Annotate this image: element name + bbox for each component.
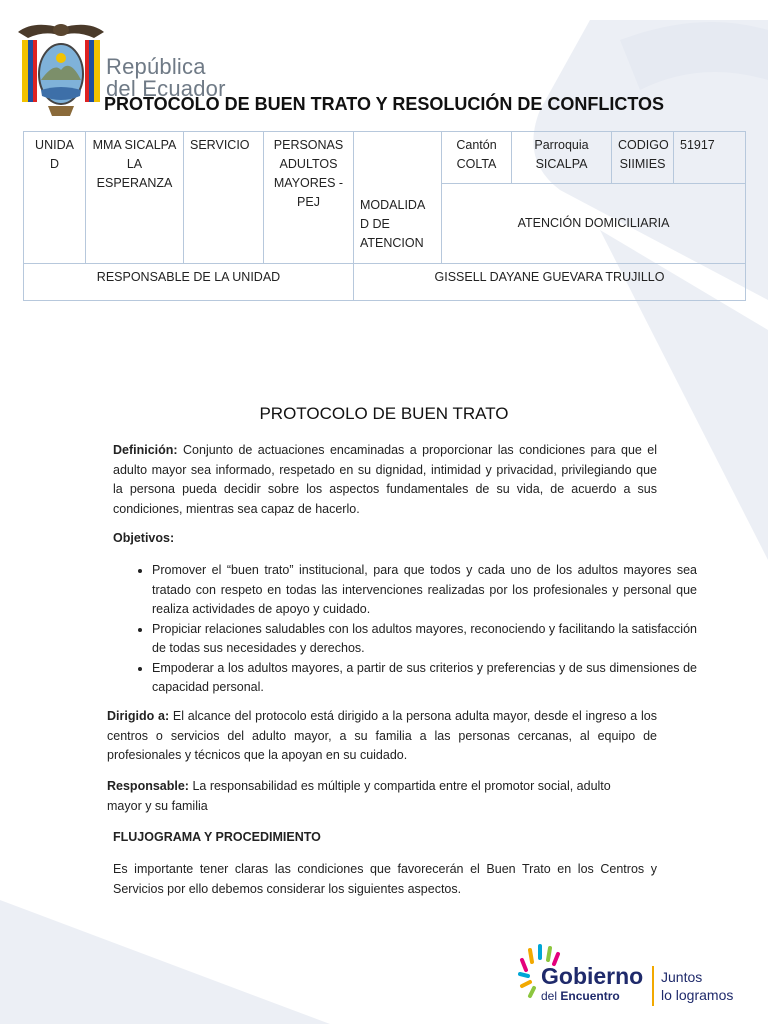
parroquia-value: Parroquia SICALPA <box>534 138 589 171</box>
juntos-line1: Juntos <box>661 969 703 985</box>
objetivos-list <box>112 561 697 698</box>
dirigido-paragraph <box>107 707 657 766</box>
responsable-value-cell <box>354 264 746 301</box>
flujograma-paragraph <box>113 860 657 899</box>
list-item: • Promover el “buen trato” institucional, para que todos y cada uno de los adultos mayores sea tratado con respeto en todas las intervenciones realizadas por los profesionales y personal que realiza actividades de apoyo y cuidado. <box>152 561 697 620</box>
encuentro-word: Encuentro <box>560 989 620 1003</box>
modalidad-value: ATENCIÓN DOMICILIARIA <box>517 216 670 230</box>
codigo-label: CODIGO SIIMIES <box>618 138 669 171</box>
codigo-label-cell <box>612 132 674 184</box>
parroquia-cell <box>512 132 612 184</box>
flujograma-heading <box>113 828 657 848</box>
responsable-label: RESPONSABLE DE LA UNIDAD <box>96 270 281 284</box>
definicion-paragraph <box>113 441 657 519</box>
servicio-label: SERVICIO <box>190 138 250 152</box>
servicio-value: PERSONAS ADULTOS MAYORES - PEJ <box>273 138 344 209</box>
responsable-paragraph <box>107 777 647 816</box>
codigo-value-cell <box>674 132 746 184</box>
objetivos-label: Objetivos: <box>113 531 175 545</box>
responsable-label-cell <box>24 264 354 301</box>
flujograma-text: Es importante tener claras las condiciones que favorecerán el Buen Trato en los Centros y Servicios por ello debemos considerar los siguientes aspectos. <box>113 862 657 896</box>
definicion-text: Conjunto de actuaciones encaminadas a proporcionar las condiciones para que el adulto mayor sea informado, respetado en su dignidad, intimidad y privacidad, privilegiando que la persona pueda decidir sobre los aspectos fundamentales de su vida, de acuerdo a sus condiciones, mientras sea capaz de hacerlo. <box>113 443 657 516</box>
encuentro-text <box>541 989 620 1003</box>
list-item: • Empoderar a los adultos mayores, a partir de sus criterios y preferencias y de sus dimensiones de capacidad personal. <box>152 659 697 698</box>
footer-divider <box>652 966 654 1006</box>
responsable-body-label: Responsable: <box>107 779 189 793</box>
unidad-value-cell <box>86 132 184 264</box>
dirigido-text: El alcance del protocolo está dirigido a la persona adulta mayor, desde el ingreso a los centros o servicios del adulto mayor, a su familia a las personas cercanas, al equipo de profesionales y técnicos que la apoyan en su cuidado. <box>107 709 658 762</box>
servicio-label-cell <box>184 132 264 264</box>
responsable-body-text: La responsabilidad es múltiple y compartida entre el promotor social, adulto mayor y su familia <box>107 779 611 813</box>
country-line2: del Ecuador <box>106 76 226 101</box>
modalidad-label: MODALIDA D DE ATENCION <box>360 198 425 250</box>
canton-cell <box>442 132 512 184</box>
flujograma-title: FLUJOGRAMA Y PROCEDIMIENTO <box>113 830 321 844</box>
unidad-label-cell <box>24 132 86 264</box>
juntos-slogan <box>661 968 733 1004</box>
list-item: • Propiciar relaciones saludables con los adultos mayores, reconociendo y facilitando la satisfacción de todas sus necesidades y derechos. <box>152 620 697 659</box>
unit-info-table <box>23 131 746 301</box>
dirigido-label: Dirigido a: <box>107 709 170 723</box>
codigo-value: 51917 <box>680 138 715 152</box>
document-title: PROTOCOLO DE BUEN TRATO Y RESOLUCIÓN DE CONFLICTOS <box>103 94 665 114</box>
gobierno-text: Gobierno <box>541 963 644 989</box>
unidad-label: UNIDA D <box>35 138 74 171</box>
responsable-value: GISSELL DAYANE GUEVARA TRUJILLO <box>434 270 665 284</box>
modalidad-label-cell <box>354 132 442 264</box>
section-title: PROTOCOLO DE BUEN TRATO <box>259 404 509 423</box>
unidad-value: MMA SICALPA LA ESPERANZA <box>92 138 177 190</box>
country-line1: República <box>106 54 206 79</box>
servicio-value-cell <box>264 132 354 264</box>
objetivos-heading <box>113 529 657 549</box>
juntos-line2: lo logramos <box>661 987 734 1003</box>
canton-value: Cantón COLTA <box>456 138 497 171</box>
del-text: del <box>541 989 558 1003</box>
definicion-label: Definición: <box>113 443 178 457</box>
modalidad-value-cell <box>442 184 746 264</box>
